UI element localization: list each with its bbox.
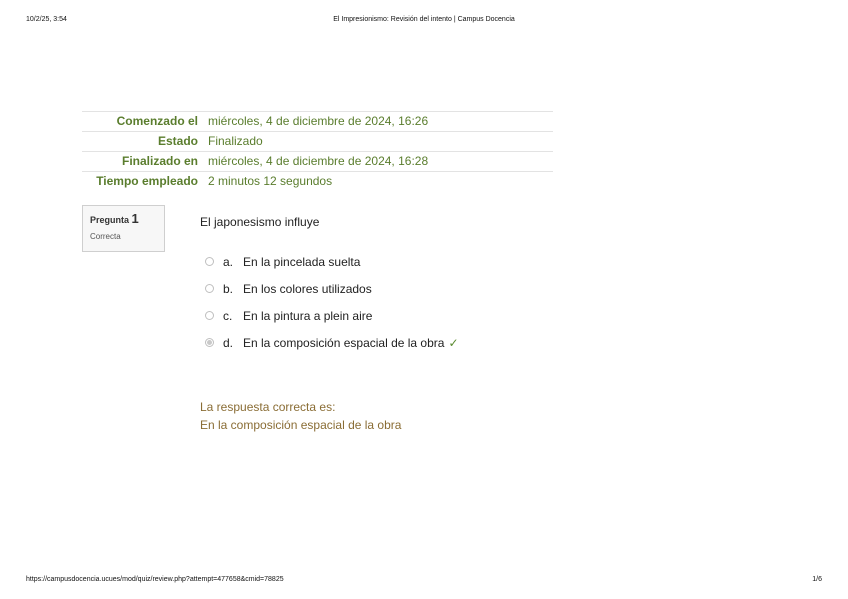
- summary-row-time-taken: [82, 172, 553, 192]
- question-number: [90, 211, 157, 226]
- summary-label: Comenzado el: [116, 114, 198, 128]
- question-label: Pregunta: [90, 215, 130, 225]
- summary-row-state: [82, 132, 553, 152]
- answer-text: En la composición espacial de la obra: [243, 336, 445, 350]
- radio-button[interactable]: [205, 257, 214, 266]
- correct-answer-feedback: [200, 398, 401, 434]
- checkmark-icon: ✓: [448, 336, 459, 350]
- answer-letter: d.: [223, 336, 234, 350]
- answer-text: En la pincelada suelta: [243, 255, 361, 269]
- summary-value: miércoles, 4 de diciembre de 2024, 16:28: [208, 154, 429, 168]
- answer-text: En los colores utilizados: [243, 282, 372, 296]
- answer-letter: a.: [223, 255, 234, 269]
- answer-text-wrapper: [243, 336, 459, 350]
- radio-button[interactable]: [205, 284, 214, 293]
- summary-row-started: [82, 112, 553, 132]
- answer-letter: c.: [223, 309, 233, 323]
- question-text: El japonesismo influye: [200, 215, 320, 229]
- summary-label: Finalizado en: [121, 154, 198, 168]
- summary-label: Tiempo empleado: [96, 174, 198, 188]
- summary-value: Finalizado: [208, 134, 263, 148]
- answer-letter: b.: [223, 282, 234, 296]
- summary-row-finished: [82, 152, 553, 172]
- summary-label: Estado: [157, 134, 198, 148]
- attempt-summary-table: [82, 111, 553, 191]
- answer-text: En la pintura a plein aire: [243, 309, 373, 323]
- print-page-title: El Impresionismo: Revisión del intento | Campus Docencia: [333, 16, 515, 23]
- question-number-value: 1: [131, 211, 139, 226]
- question-state: Correcta: [90, 232, 121, 241]
- summary-value: 2 minutos 12 segundos: [208, 174, 333, 188]
- summary-value: miércoles, 4 de diciembre de 2024, 16:26: [208, 114, 429, 128]
- radio-button[interactable]: [205, 311, 214, 320]
- print-datetime: 10/2/25, 3:54: [26, 16, 67, 23]
- feedback-answer: En la composición espacial de la obra: [200, 418, 402, 432]
- print-page-number: 1/6: [812, 576, 822, 583]
- radio-button-selected[interactable]: [205, 338, 214, 347]
- feedback-label: La respuesta correcta es:: [200, 400, 336, 414]
- print-url: https://campusdocencia.ucues/mod/quiz/review.php?attempt=477658&cmid=78825: [26, 576, 284, 583]
- question-info-box: [82, 205, 165, 252]
